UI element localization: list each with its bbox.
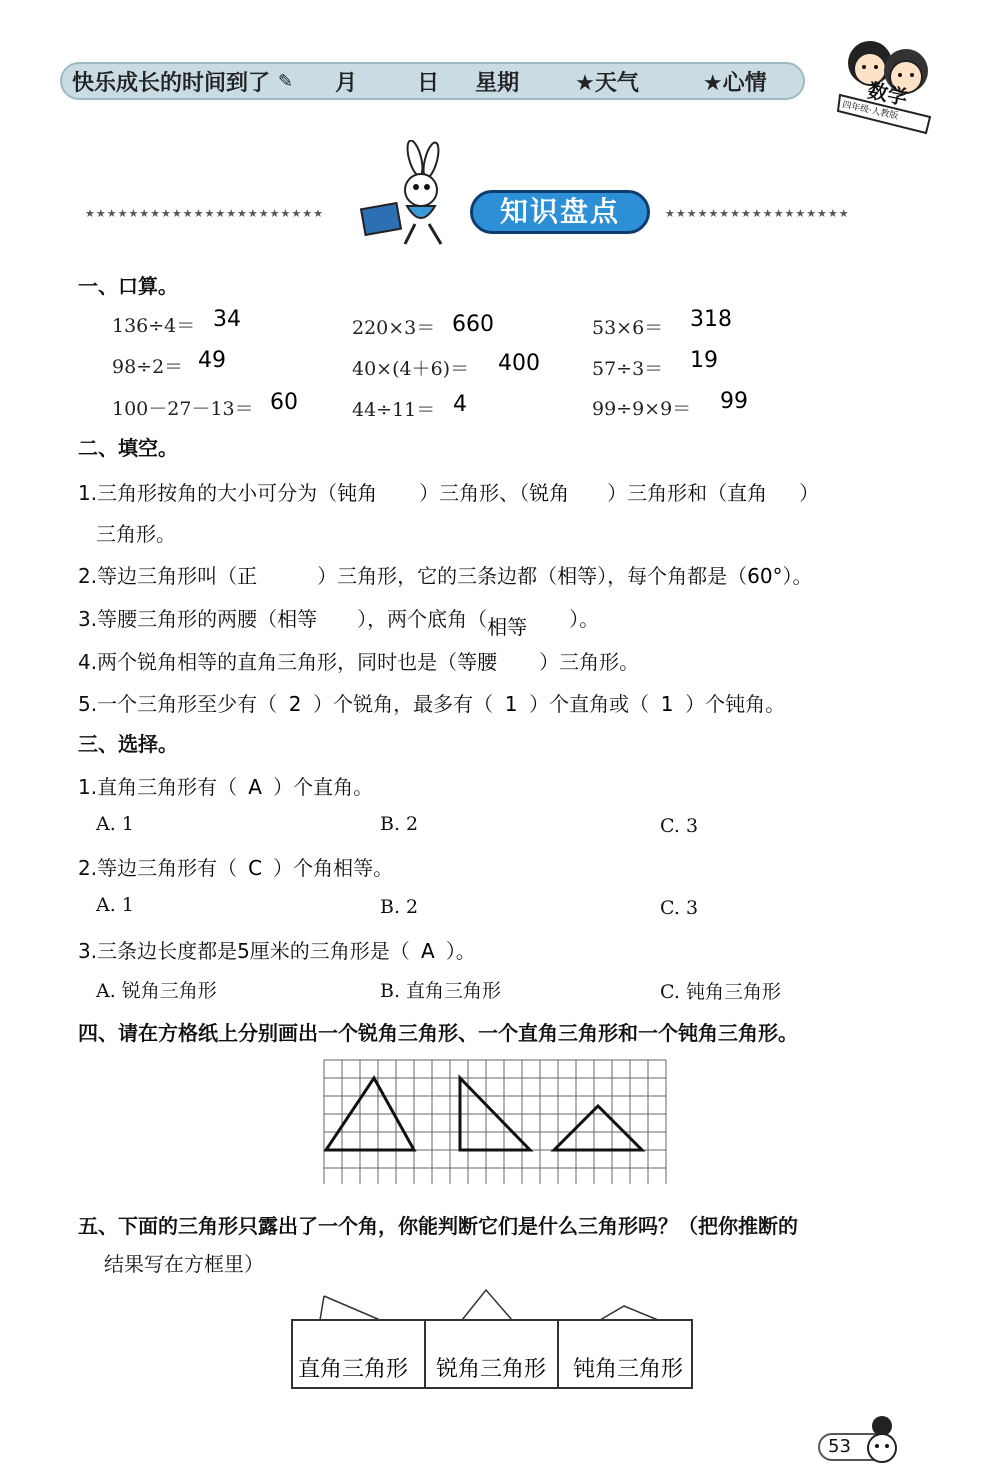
fill-answer: 2: [288, 692, 302, 716]
calc-expression: 136÷4＝: [112, 315, 196, 337]
obtuse-triangle: [554, 1106, 642, 1150]
fill-answer: 相等: [557, 564, 598, 588]
fill-answer: 相等: [487, 615, 528, 639]
choice-answer: C: [248, 856, 263, 880]
answer-box-3: 钝角三角形: [573, 1357, 684, 1382]
fill-answer: 相等: [277, 607, 318, 631]
fill-q5: 5.一个三角形至少有（ 2 ）个锐角，最多有（ 1 ）个直角或（ 1 ）个钝角。: [78, 692, 786, 716]
page-number: 53: [818, 1433, 888, 1461]
header-banner: [60, 62, 805, 100]
calc-answer: 4: [453, 392, 467, 417]
banner-mood: ★心情: [702, 70, 767, 96]
choice-option: A. 1: [96, 813, 134, 835]
calc-expression: 40×(4＋6)＝: [352, 358, 470, 380]
choice-option: B. 直角三角形: [380, 980, 502, 1002]
choice-option: C. 3: [660, 897, 699, 919]
choice-option: C. 3: [660, 815, 699, 837]
calc-answer: 318: [690, 307, 732, 332]
knowledge-title: 知识盘点: [470, 190, 650, 234]
fill-answer: 直角: [727, 481, 768, 505]
choice-q3: 3.三条边长度都是5厘米的三角形是（ A ）。: [78, 939, 476, 963]
star-divider-right: ★★★★★★★★★★★★★★★★★: [665, 207, 850, 220]
section-3-title: 三、选择。: [78, 732, 178, 756]
grid-paper: [322, 1058, 668, 1184]
choice-option: B. 2: [380, 813, 419, 835]
choice-option: C. 钝角三角形: [660, 981, 781, 1003]
fill-answer: 正: [237, 564, 258, 588]
banner-weather: ★天气: [575, 70, 639, 96]
fill-answer: 钝角: [337, 481, 378, 505]
mascot-footer-icon: [862, 1412, 902, 1468]
fill-q1-continued: 三角形。: [96, 522, 176, 546]
section-5-title: 五、下面的三角形只露出了一个角，你能判断它们是什么三角形吗？（把你推断的: [78, 1214, 798, 1238]
calc-expression: 220×3＝: [352, 317, 436, 339]
banner-slogan: 快乐成长的时间到了: [72, 70, 271, 96]
calc-answer: 99: [720, 389, 748, 414]
calc-expression: 100－27－13＝: [112, 398, 254, 420]
section-1-title: 一、口算。: [78, 274, 178, 298]
fill-answer: 60°: [747, 564, 783, 588]
choice-option: A. 锐角三角形: [96, 980, 217, 1002]
choice-answer: A: [420, 939, 435, 963]
fill-answer: 等腰: [457, 650, 498, 674]
pencil-icon: ✎: [278, 70, 294, 92]
fill-answer: 1: [660, 692, 674, 716]
calc-answer: 49: [198, 348, 226, 373]
bunny-mascot-icon: [355, 140, 475, 250]
grade-edition-label: 四年级·人教版: [841, 100, 899, 122]
fill-answer: 1: [504, 692, 518, 716]
calc-answer: 660: [452, 312, 494, 337]
choice-option: B. 2: [380, 896, 419, 918]
section-2-title: 二、填空。: [78, 436, 178, 460]
calc-answer: 400: [498, 351, 540, 376]
banner-weekday: 星期: [475, 70, 520, 96]
calc-expression: 44÷11＝: [352, 399, 436, 421]
fill-answer: 锐角: [529, 481, 570, 505]
calc-expression: 53×6＝: [592, 317, 664, 339]
calc-answer: 34: [213, 307, 241, 332]
banner-month: 月: [335, 70, 358, 96]
choice-option: A. 1: [96, 894, 134, 916]
fill-q1: 1.三角形按角的大小可分为（钝角 ）三角形、（锐角 ）三角形和（直角 ）: [78, 477, 819, 506]
choice-q1: 1.直角三角形有（ A ）个直角。: [78, 775, 374, 799]
calc-answer: 19: [690, 348, 718, 373]
subject-label: 数学: [865, 78, 910, 110]
banner-day: 日: [417, 70, 440, 96]
fill-q3: 3.等腰三角形的两腰（相等 ），两个底角（相等 ）。: [78, 603, 599, 632]
section-5-title-continued: 结果写在方框里）: [104, 1252, 264, 1276]
calc-expression: 98÷2＝: [112, 356, 184, 378]
calc-expression: 57÷3＝: [592, 358, 664, 380]
choice-q2: 2.等边三角形有（ C ）个角相等。: [78, 856, 394, 880]
fill-q4: 4.两个锐角相等的直角三角形，同时也是（等腰 ）三角形。: [78, 646, 639, 675]
calc-answer: 60: [270, 390, 298, 415]
choice-answer: A: [248, 775, 262, 799]
star-divider-left: ★★★★★★★★★★★★★★★★★★★★★★: [85, 207, 324, 220]
section-4-title: 四、请在方格纸上分别画出一个锐角三角形、一个直角三角形和一个钝角三角形。: [78, 1021, 798, 1045]
calc-expression: 99÷9×9＝: [592, 398, 692, 420]
answer-box-2: 锐角三角形: [436, 1357, 547, 1382]
fill-q2: 2.等边三角形叫（正 ）三角形，它的三条边都（相等），每个角都是（60°）。: [78, 560, 813, 589]
answer-box-1: 直角三角形: [298, 1357, 409, 1382]
